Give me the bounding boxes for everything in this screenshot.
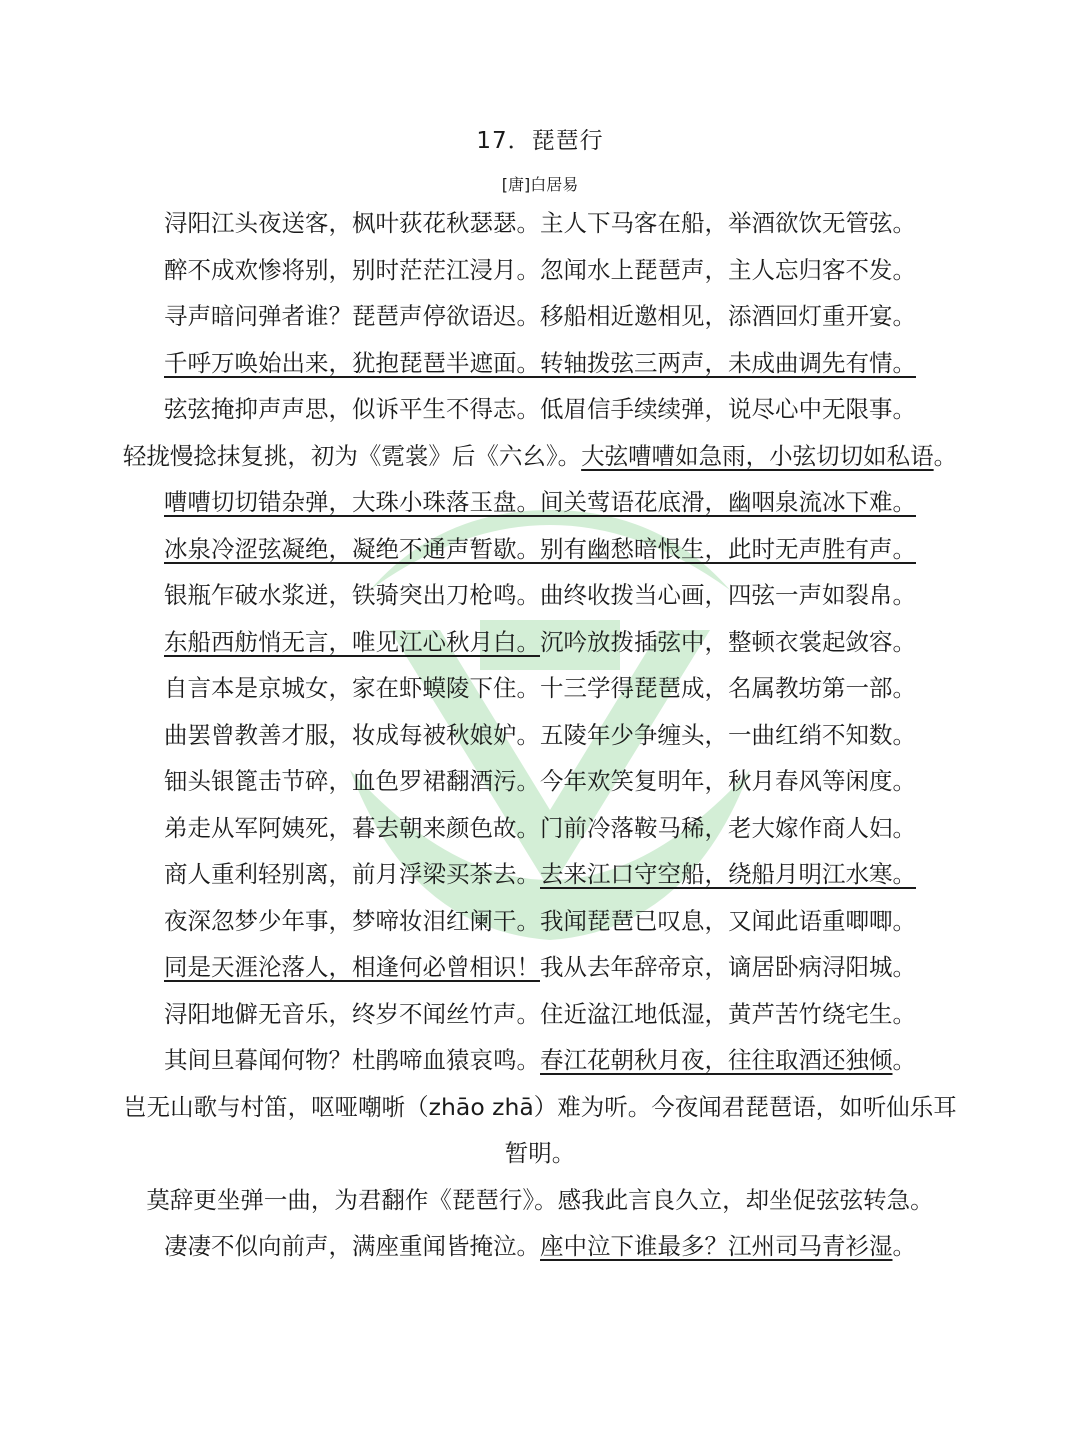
poem-author: [唐]白居易 — [501, 175, 579, 194]
poem-line: 浔阳江头夜送客，枫叶荻花秋瑟瑟。主人下马客在船，举酒欲饮无管弦。 — [164, 209, 916, 237]
poem-line: 寻声暗问弹者谁？琵琶声停欲语迟。移船相近邀相见，添酒回灯重开宴。 — [164, 302, 916, 330]
poem-body — [0, 204, 1080, 1274]
poem-line: 钿头银篦击节碎，血色罗裙翻酒污。今年欢笑复明年，秋月春风等闲度。 — [164, 767, 916, 795]
poem-line: 其间旦暮闻何物？杜鹃啼血猿哀鸣。春江花朝秋月夜，往往取酒还独倾。 — [164, 1046, 916, 1074]
poem-line: 冰泉冷涩弦凝绝，凝绝不通声暂歇。别有幽愁暗恨生，此时无声胜有声。 — [164, 534, 916, 563]
poem-line: 东船西舫悄无言，唯见江心秋月白。沉吟放拨插弦中，整顿衣裳起敛容。 — [164, 627, 916, 656]
poem-line: 银瓶乍破水浆迸，铁骑突出刀枪鸣。曲终收拨当心画，四弦一声如裂帛。 — [164, 581, 916, 609]
poem-line: 浔阳地僻无音乐，终岁不闻丝竹声。住近湓江地低湿，黄芦苦竹绕宅生。 — [164, 999, 916, 1028]
poem-line: 嘈嘈切切错杂弹，大珠小珠落玉盘。间关莺语花底滑，幽咽泉流冰下难。 — [164, 488, 916, 516]
poem-line: 暂明。 — [504, 1139, 576, 1167]
poem-line: 弦弦掩抑声声思，似诉平生不得志。低眉信手续续弹，说尽心中无限事。 — [164, 395, 916, 423]
poem-line: 曲罢曾教善才服，妆成每被秋娘妒。五陵年少争缠头，一曲红绡不知数。 — [164, 720, 916, 749]
poem-line: 凄凄不似向前声，满座重闻皆掩泣。座中泣下谁最多？江州司马青衫湿。 — [164, 1232, 916, 1260]
poem-line: 莫辞更坐弹一曲，为君翻作《琵琶行》。感我此言良久立，却坐促弦弦转急。 — [146, 1185, 934, 1214]
poem-line: 同是天涯沦落人，相逢何必曾相识！我从去年辞帝京，谪居卧病浔阳城。 — [164, 953, 916, 981]
poem-line: 夜深忽梦少年事，梦啼妆泪红阑干。我闻琵琶已叹息，又闻此语重唧唧。 — [164, 906, 916, 935]
poem-line: 岂无山歌与村笛，呕哑嘲哳（zhāo zhā）难为听。今夜闻君琵琶语，如听仙乐耳 — [123, 1092, 957, 1121]
poem-line: 千呼万唤始出来，犹抱琵琶半遮面。转轴拨弦三两声，未成曲调先有情。 — [164, 348, 916, 377]
poem-line: 醉不成欢惨将别，别时茫茫江浸月。忽闻水上琵琶声，主人忘归客不发。 — [164, 255, 916, 284]
poem-line: 弟走从军阿姨死，暮去朝来颜色故。门前冷落鞍马稀，老大嫁作商人妇。 — [164, 813, 916, 842]
poem-title: 17．琵琶行 — [476, 128, 604, 154]
poem-line: 自言本是京城女，家在虾蟆陵下住。十三学得琵琶成，名属教坊第一部。 — [164, 674, 916, 702]
poem-line: 商人重利轻别离，前月浮梁买茶去。去来江口守空船，绕船月明江水寒。 — [164, 860, 916, 888]
poem-line: 轻拢慢捻抹复挑，初为《霓裳》后《六幺》。大弦嘈嘈如急雨，小弦切切如私语。 — [122, 441, 958, 470]
